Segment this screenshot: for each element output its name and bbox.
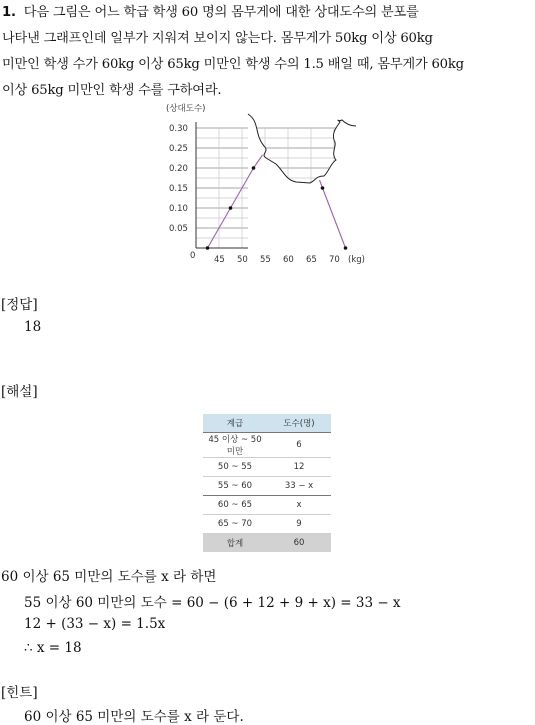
table-cell: x <box>267 496 331 515</box>
table-total-value: 60 <box>267 534 331 553</box>
data-point <box>321 186 325 190</box>
table-cell: 60 ~ 65 <box>203 496 267 515</box>
y-tick-label: 0.25 <box>169 144 188 154</box>
y-tick-label: 0.15 <box>169 184 188 194</box>
x-tick-label: 70 <box>329 255 340 265</box>
x-tick-label: 50 <box>237 255 248 265</box>
problem-text <box>2 0 532 104</box>
table-row <box>203 477 331 496</box>
problem-number: 1. <box>2 5 16 20</box>
origin-label: 0 <box>190 251 196 261</box>
solution-step-2: 55 이상 60 미만의 도수 = 60 − (6 + 12 + 9 + x) = 33 − x <box>24 595 401 611</box>
data-point <box>229 206 233 210</box>
problem-line-1: 다음 그림은 어느 학급 학생 60 명의 몸무게에 대한 상대도수의 분포를 <box>23 5 419 20</box>
hint-label: [힌트] <box>1 685 38 701</box>
solution-label: [해설] <box>1 384 38 400</box>
table-row <box>203 515 331 534</box>
table-cell: 55 ~ 60 <box>203 477 267 496</box>
x-tick-label: 55 <box>260 255 271 265</box>
y-tick-label: 0.05 <box>169 224 188 234</box>
data-point <box>252 166 256 170</box>
table-cell: 45 이상 ~ 50 미만 <box>203 433 267 458</box>
answer-label: [정답] <box>1 297 38 313</box>
hint-text: 60 이상 65 미만의 도수를 x 라 둔다. <box>24 709 244 725</box>
frequency-table <box>203 414 331 552</box>
x-tick-label: 60 <box>283 255 294 265</box>
y-axis-title: (상대도수) <box>166 104 206 114</box>
table-row <box>203 433 331 458</box>
table-header-frequency: 도수(명) <box>267 414 331 433</box>
x-tick-label: 45 <box>214 255 225 265</box>
table-cell: 33 − x <box>267 477 331 496</box>
solution-step-3: 12 + (33 − x) = 1.5x <box>24 616 166 632</box>
y-tick-label: 0.10 <box>169 204 188 214</box>
problem-line-3: 미만인 학생 수가 60kg 이상 65kg 미만인 학생 수의 1.5 배일 때, 몸무게가 60kg <box>2 57 464 72</box>
solution-step-1: 60 이상 65 미만의 도수를 x 라 하면 <box>1 569 217 585</box>
answer-value: 18 <box>24 319 42 335</box>
table-cell: 50 ~ 55 <box>203 458 267 477</box>
table-cell: 12 <box>267 458 331 477</box>
table-total-row <box>203 534 331 553</box>
relative-frequency-graph <box>160 100 375 270</box>
solution-step-4: ∴ x = 18 <box>24 640 82 656</box>
x-tick-label: 65 <box>306 255 317 265</box>
table-total-label: 합계 <box>203 534 267 553</box>
x-axis-title: (kg) <box>348 255 365 265</box>
problem-line-2: 나타낸 그래프인데 일부가 지워져 보이지 않는다. 몸무게가 50kg 이상 60kg <box>2 31 433 46</box>
data-point <box>344 246 348 250</box>
table-row <box>203 458 331 477</box>
y-tick-label: 0.20 <box>169 164 188 174</box>
table-cell: 65 ~ 70 <box>203 515 267 534</box>
table-row <box>203 496 331 515</box>
table-cell: 9 <box>267 515 331 534</box>
table-cell: 6 <box>267 433 331 458</box>
data-point <box>206 246 210 250</box>
table-header-class: 계급 <box>203 414 267 433</box>
problem-line-4: 이상 65kg 미만인 학생 수를 구하여라. <box>2 83 222 98</box>
y-tick-label: 0.30 <box>169 124 188 134</box>
